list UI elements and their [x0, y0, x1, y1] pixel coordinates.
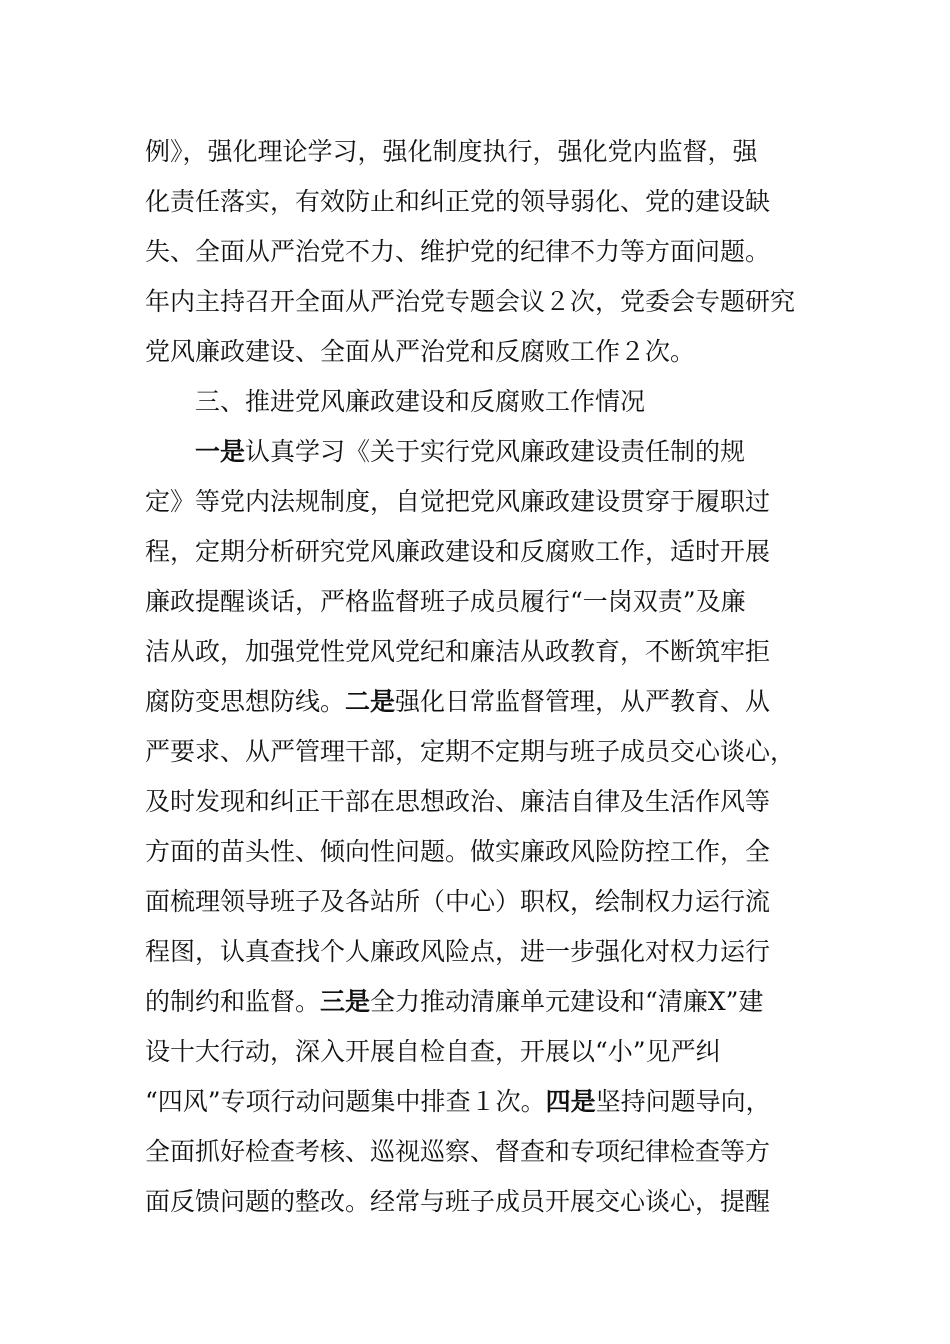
text-run: 腐防变思想防线。 [145, 687, 346, 716]
text-line-21 [145, 1132, 770, 1172]
text-line-18 [145, 982, 763, 1022]
text-line-10 [145, 582, 746, 622]
text-line-19 [145, 1032, 721, 1072]
text-line-2 [145, 182, 770, 222]
text-run: 程图，认真查找个人廉政风险点，进一步强化对权力运行 [145, 937, 771, 966]
bold-lead: 一是 [195, 437, 246, 466]
text-run: 面梳理领导班子及各站所（中心）职权，绘制权力运行流 [145, 887, 771, 916]
text-run: 严要求、从严管理干部，定期不定期与班子成员交心谈心， [145, 737, 796, 766]
text-run: 的制约和监督。 [145, 987, 321, 1016]
bold-lead: 三是 [320, 987, 371, 1016]
text-run: 例》，强化理论学习，强化制度执行，强化党内监督，强 [145, 137, 758, 166]
text-run: 设十大行动，深入开展自检自查，开展以“小”见严纠 [145, 1037, 721, 1066]
text-run: 全力推动清廉单元建设和“清廉X”建 [370, 987, 764, 1016]
section-heading [195, 382, 645, 422]
text-line-1 [145, 132, 758, 172]
text-line-9 [145, 532, 770, 572]
text-run: 方面的苗头性、倾向性问题。做实廉政风险防控工作，全 [145, 837, 771, 866]
text-run: 全面抓好检查考核、巡视巡察、督查和专项纪律检查等方 [145, 1137, 771, 1166]
text-run: 化责任落实，有效防止和纠正党的领导弱化、党的建设缺 [145, 187, 771, 216]
text-run: 程，定期分析研究党风廉政建设和反腐败工作，适时开展 [145, 537, 771, 566]
text-run: 强化日常监督管理，从严教育、从 [395, 687, 771, 716]
text-line-5 [145, 332, 695, 372]
text-run: 认真学习《关于实行党风廉政建设责任制的规 [245, 437, 746, 466]
text-run: 及时发现和纠正干部在思想政治、廉洁自律及生活作风等 [145, 787, 771, 816]
text-line-22 [145, 1182, 770, 1222]
text-run: 洁从政，加强党性党风党纪和廉洁从政教育，不断筑牢拒 [145, 637, 771, 666]
bold-lead: 二是 [345, 687, 396, 716]
text-run: “四风”专项行动问题集中排查１次。 [145, 1087, 546, 1116]
text-run: 失、全面从严治党不力、维护党的纪律不力等方面问题。 [145, 237, 771, 266]
text-run: 面反馈问题的整改。经常与班子成员开展交心谈心，提醒 [145, 1187, 771, 1216]
text-line-20 [145, 1082, 771, 1122]
text-line-4 [145, 282, 795, 322]
text-run: 年内主持召开全面从严治党专题会议２次，党委会专题研究 [145, 287, 796, 316]
text-line-16 [145, 882, 770, 922]
text-run: 坚持问题导向， [595, 1087, 771, 1116]
text-line-8 [145, 482, 770, 522]
text-line-14 [145, 782, 770, 822]
text-line-15 [145, 832, 770, 872]
text-run: 定》等党内法规制度，自觉把党风廉政建设贯穿于履职过 [145, 487, 771, 516]
text-run: 廉政提醒谈话，严格监督班子成员履行“一岗双责”及廉 [145, 587, 746, 616]
text-line-13 [145, 732, 795, 772]
text-line-3 [145, 232, 770, 272]
text-line-17 [145, 932, 770, 972]
text-line-7 [195, 432, 745, 472]
text-line-12 [145, 682, 770, 722]
text-line-11 [145, 632, 770, 672]
bold-lead: 四是 [545, 1087, 596, 1116]
text-run: 三、推进党风廉政建设和反腐败工作情况 [195, 387, 646, 416]
text-run: 党风廉政建设、全面从严治党和反腐败工作２次。 [145, 337, 696, 366]
